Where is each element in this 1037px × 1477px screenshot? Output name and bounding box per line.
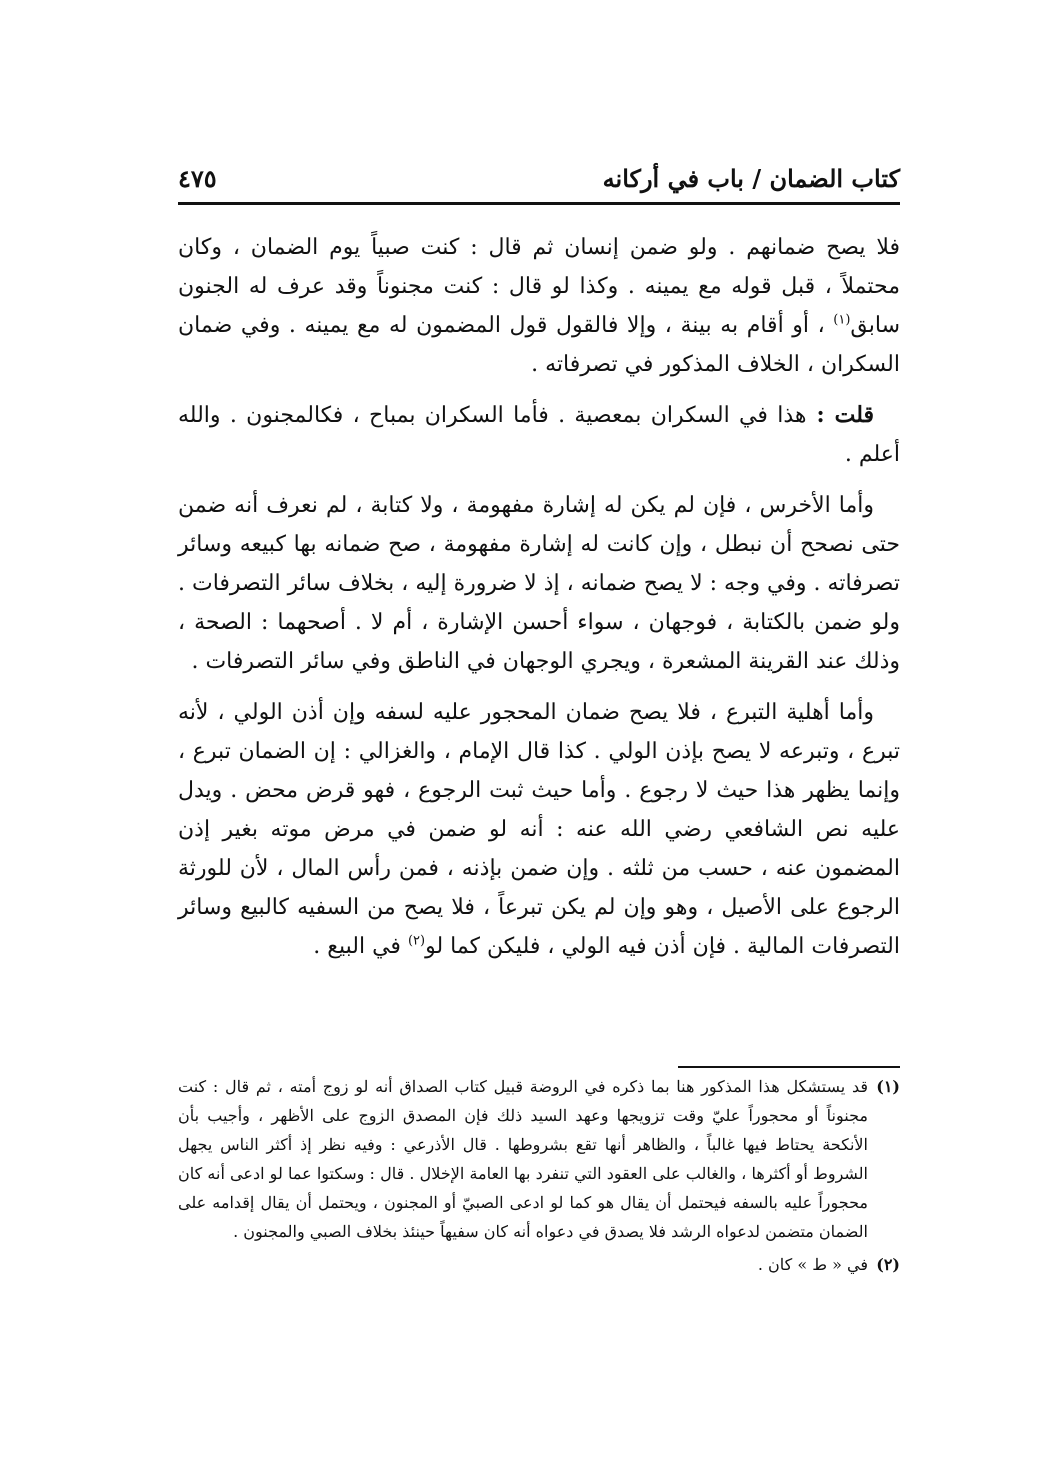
footnote-ref-1[interactable]: (١) xyxy=(833,312,851,328)
main-text xyxy=(178,228,900,978)
footnote-1-text: قد يستشكل هذا المذكور هنا بما ذكره في الروضة قبيل كتاب الصداق أنه لو زوج أمته ، ثم قال : كنت مجنوناً أو محجوراً عليّ وقت تزويجها وعهد السيد ذلك فإن المصدق الزوج على الأظهر ، وأجيب بأن الأنكحة يحتاط فيها غالباً ، والظاهر أنها تقع بشروطها . قال الأذرعي : وفيه نظر إذ أكثر الناس يجهل الشروط أو أكثرها ، والغالب على العقود التي تنفرد بها العامة الإخلال . قال : وسكتوا عما لو ادعى أنه كان محجوراً عليه بالسفه فيحتمل أن يقال هو كما لو ادعى الصبيّ أو المجنون ، ويحتمل أن يقال إقدامه على الضمان متضمن لدعواه الرشد فلا يصدق في دعواه أنه كان سفيهاً حينئذ بخلاف الصبي والمجنون . xyxy=(178,1077,868,1241)
page-number: ٤٧٥ xyxy=(178,164,217,193)
footnotes xyxy=(178,1072,900,1283)
footnote-1-number: (١) xyxy=(876,1077,900,1096)
paragraph-1-text-a: فلا يصح ضمانهم . ولو ضمن إنسان ثم قال : كنت صبياً يوم الضمان ، وكان محتملاً ، قبل قوله مع يمينه . وكذا لو قال : كنت مجنوناً وقد عرف له الجنون سابق xyxy=(178,235,900,338)
footnote-1 xyxy=(178,1072,900,1246)
paragraph-2-lead: قلت : xyxy=(806,402,875,428)
footnote-2-text: في « ط » كان . xyxy=(757,1255,868,1274)
footnote-ref-2[interactable]: (٢) xyxy=(407,933,426,949)
paragraph-1 xyxy=(178,228,900,384)
footnote-divider xyxy=(678,1066,900,1068)
paragraph-4 xyxy=(178,693,900,966)
paragraph-2-text: هذا في السكران بمعصية . فأما السكران بمباح ، فكالمجنون . والله أعلم . xyxy=(178,403,900,467)
paragraph-1-text-b: ، أو أقام به بينة ، وإلا فالقول قول المضمون له مع يمينه . وفي ضمان السكران ، الخلاف المذكور في تصرفاته . xyxy=(178,313,900,377)
paragraph-4-text-b: في البيع . xyxy=(313,934,408,959)
page-header xyxy=(178,156,900,202)
paragraph-4-text-a: وأما أهلية التبرع ، فلا يصح ضمان المحجور عليه لسفه وإن أذن الولي ، لأنه تبرع ، وتبرعه لا يصح بإذن الولي . كذا قال الإمام ، والغزالي : إن الضمان تبرع ، وإنما يظهر هذا حيث لا رجوع . وأما حيث ثبت الرجوع ، فهو قرض محض . ويدل عليه نص الشافعي رضي الله عنه : أنه لو ضمن في مرض موته بغير إذن المضمون عنه ، حسب من ثلثه . وإن ضمن بإذنه ، فمن رأس المال ، لأن للورثة الرجوع على الأصيل ، وهو وإن لم يكن تبرعاً ، فلا يصح من السفيه كالبيع وسائر التصرفات المالية . فإن أذن فيه الولي ، فليكن كما لو xyxy=(178,700,900,959)
footnote-2 xyxy=(178,1250,900,1279)
header-divider xyxy=(178,202,900,205)
paragraph-3: وأما الأخرس ، فإن لم يكن له إشارة مفهومة ، ولا كتابة ، لم نعرف أنه ضمن حتى نصحح أن نبطل ، وإن كانت له إشارة مفهومة ، صح ضمانه بها كبيعه وسائر تصرفاته . وفي وجه : لا يصح ضمانه ، إذ لا ضرورة إليه ، بخلاف سائر التصرفات . ولو ضمن بالكتابة ، فوجهان ، سواء أحسن الإشارة ، أم لا . أصحهما : الصحة ، وذلك عند القرينة المشعرة ، ويجري الوجهان في الناطق وفي سائر التصرفات . xyxy=(178,493,900,674)
footnote-2-number: (٢) xyxy=(876,1255,900,1274)
paragraph-2 xyxy=(178,396,900,474)
running-title: كتاب الضمان / باب في أركانه xyxy=(602,164,900,193)
